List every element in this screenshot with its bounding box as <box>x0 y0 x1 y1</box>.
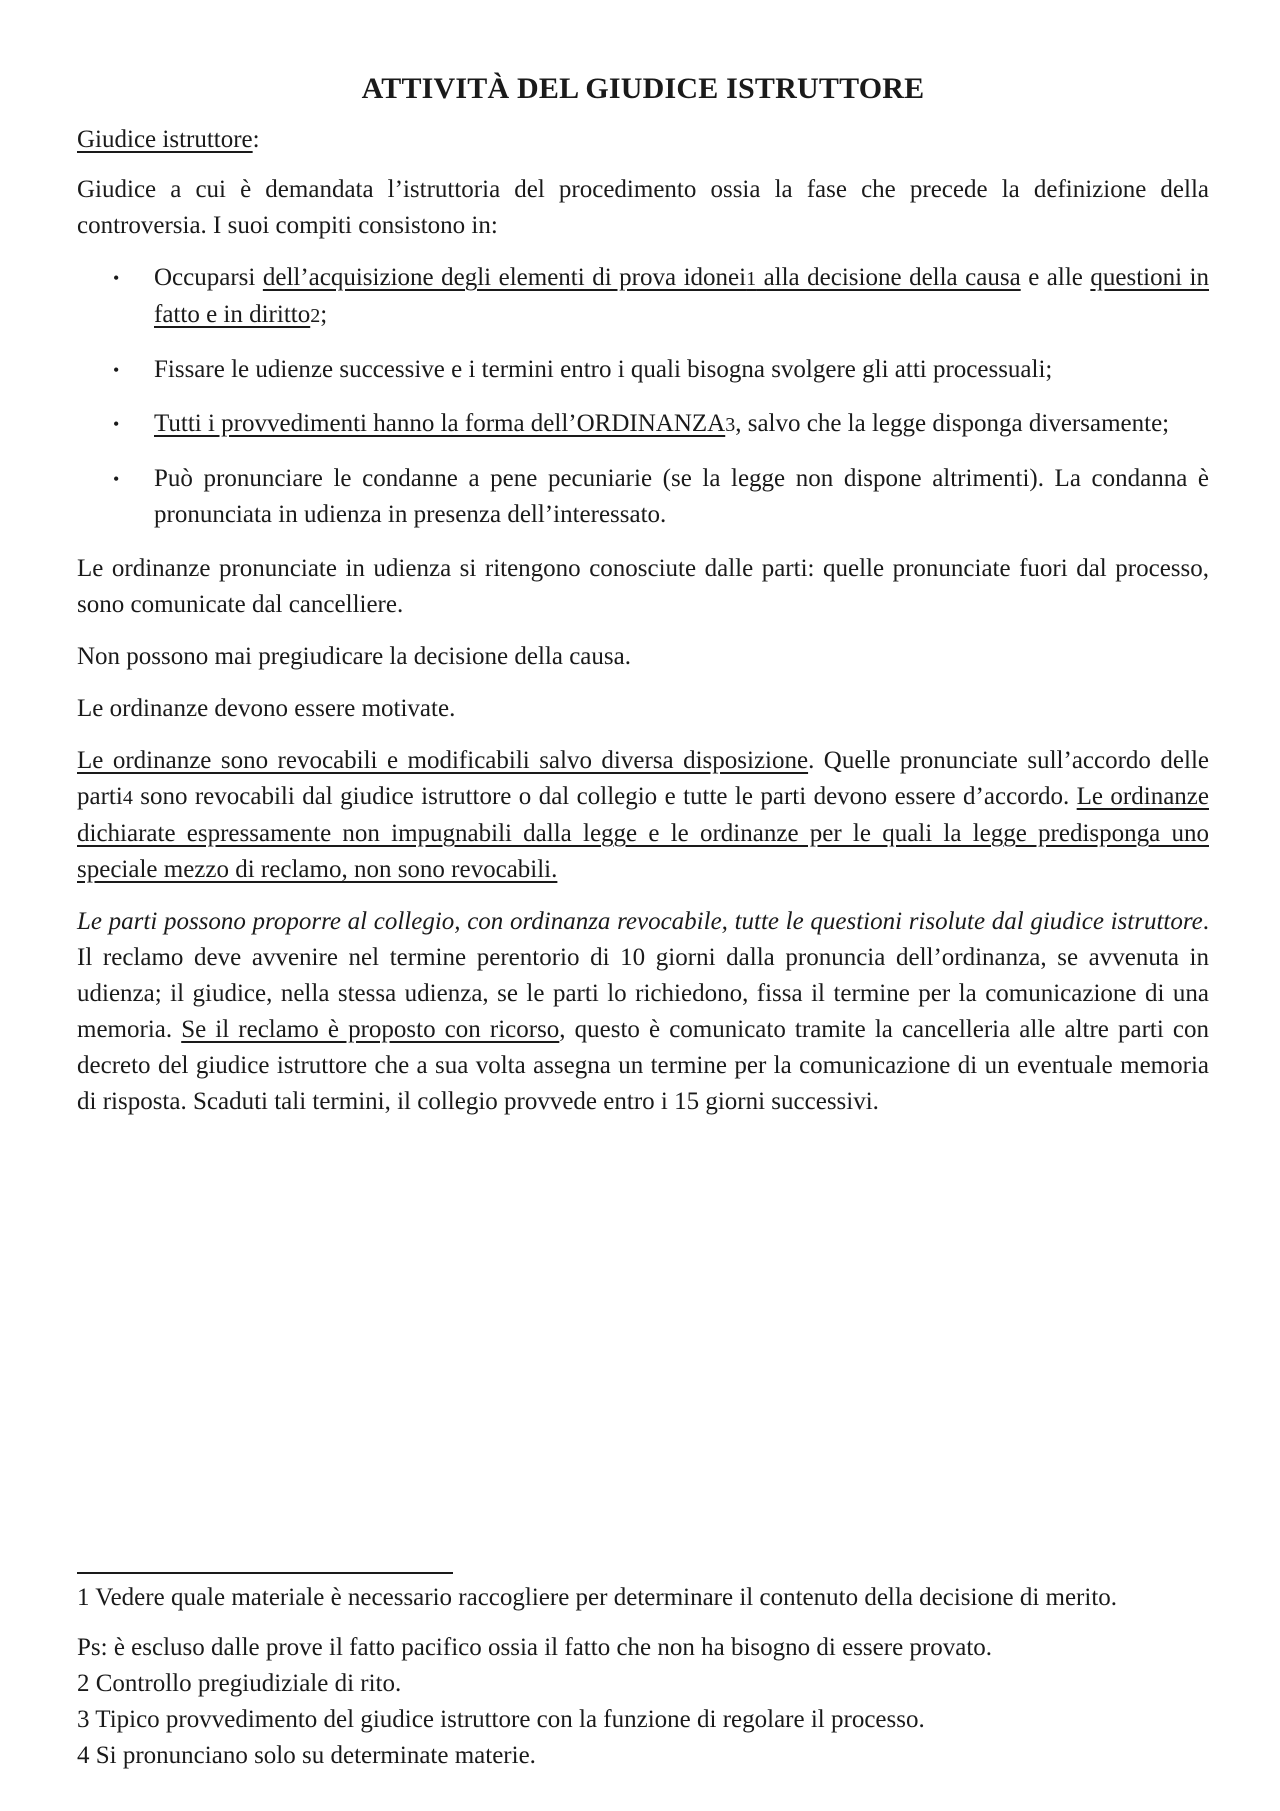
paragraph-ordinanze-conosciute: Le ordinanze pronunciate in udienza si ritengono conosciute dalle parti: quelle pronunciate fuori dal processo, sono comunicate dal cancelliere. <box>77 555 1209 618</box>
para5-text-b: , questo è comunicato tramite la cancelleria alle altre parti con decreto del giudice istruttore che a sua volta assegna un termine per la comunicazione di un eventuale memoria di risposta. Scaduti tali termini, il collegio provvede entro i 15 giorni successivi. <box>77 1016 1209 1115</box>
bullet1-underlined-1: dell’acquisizione degli elementi di prova idonei <box>262 264 747 291</box>
paragraph-revocabili <box>77 743 1209 888</box>
bullet1-text-c: ; <box>320 301 328 328</box>
list-item: • Fissare le udienze successive e i termini entro i quali bisogna svolgere gli atti processuali; <box>77 352 1209 388</box>
footnote-separator <box>77 1572 453 1574</box>
paragraph-reclamo <box>77 904 1209 1120</box>
bullet1-text-b: e alle <box>1020 264 1091 291</box>
para4-text-b: sono revocabili dal giudice istruttore o dal collegio e tutte le parti devono essere d’accordo. <box>132 783 1077 810</box>
para5-italic: Le parti possono proporre al collegio, con ordinanza revocabile, tutte le questioni risolute dal giudice istruttore <box>77 908 1203 935</box>
footnote-ref-2: 2 <box>310 305 321 327</box>
paragraph-pregiudicare: Non possono mai pregiudicare la decisione della causa. <box>77 643 631 670</box>
para4-underlined-1: Le ordinanze sono revocabili e modificabili salvo diversa disposizione <box>77 747 809 774</box>
para4-underlined-2: Le ordinanze dichiarate espressamente non impugnabili dalla legge e le ordinanze per le quali la legge predisponga uno speciale mezzo di reclamo, non sono revocabili. <box>77 783 1209 883</box>
list-item: • Può pronunciare le condanne a pene pecuniarie (se la legge non dispone altrimenti). La condanna è pronunciata in udienza in presenza dell’interessato. <box>77 461 1209 533</box>
section-heading-label: Giudice istruttore <box>77 126 253 153</box>
footnote-ref-3: 3 <box>725 414 736 436</box>
para5-text-a: . Il reclamo deve avvenire nel termine perentorio di 10 giorni dalla pronuncia dell’ordinanza, se avvenuta in udienza; il giudice, nella stessa udienza, se le parti lo richiedono, fissa il termine per la comunicazione di una memoria. <box>77 908 1209 1043</box>
bullet3-underlined: Tutti i provvedimenti hanno la forma dell’ORDINANZA <box>154 410 726 437</box>
list-item <box>77 260 1209 334</box>
footnote-ref-4: 4 <box>122 787 133 809</box>
list-item <box>77 406 1209 443</box>
section-heading-colon: : <box>252 126 260 153</box>
footnote-ps: Ps: è escluso dalle prove il fatto pacifico ossia il fatto che non ha bisogno di essere provato. <box>77 1634 993 1661</box>
bullet1-underlined-2: alla decisione della causa <box>756 264 1021 291</box>
section-heading <box>77 122 1209 158</box>
bullet1-underlined-3: questioni in fatto e in diritto <box>154 264 1210 328</box>
footnote-ref-1: 1 <box>746 268 757 290</box>
duties-list <box>77 260 1209 533</box>
footnote-2: 2 Controllo pregiudiziale di rito. <box>77 1670 402 1697</box>
document-body <box>77 72 1209 1136</box>
footnote-4: 4 Si pronunciano solo su determinate materie. <box>77 1742 536 1769</box>
bullet1-text-a: Occuparsi <box>154 264 263 291</box>
page-title: ATTIVITÀ DEL GIUDICE ISTRUTTORE <box>361 72 925 105</box>
bullet3-text: , salvo che la legge disponga diversamente; <box>735 410 1170 437</box>
footnotes <box>77 1572 1209 1774</box>
para4-text-a: . Quelle pronunciate sull’accordo delle parti <box>77 747 1209 810</box>
paragraph-motivate: Le ordinanze devono essere motivate. <box>77 695 456 722</box>
intro-paragraph: Giudice a cui è demandata l’istruttoria del procedimento ossia la fase che precede la definizione della controversia. I suoi compiti consistono in: <box>77 176 1209 239</box>
footnote-1: 1 Vedere quale materiale è necessario raccogliere per determinare il contenuto della decisione di merito. <box>77 1584 1118 1611</box>
para5-underlined: Se il reclamo è proposto con ricorso <box>181 1016 560 1043</box>
footnote-3: 3 Tipico provvedimento del giudice istruttore con la funzione di regolare il processo. <box>77 1706 925 1733</box>
